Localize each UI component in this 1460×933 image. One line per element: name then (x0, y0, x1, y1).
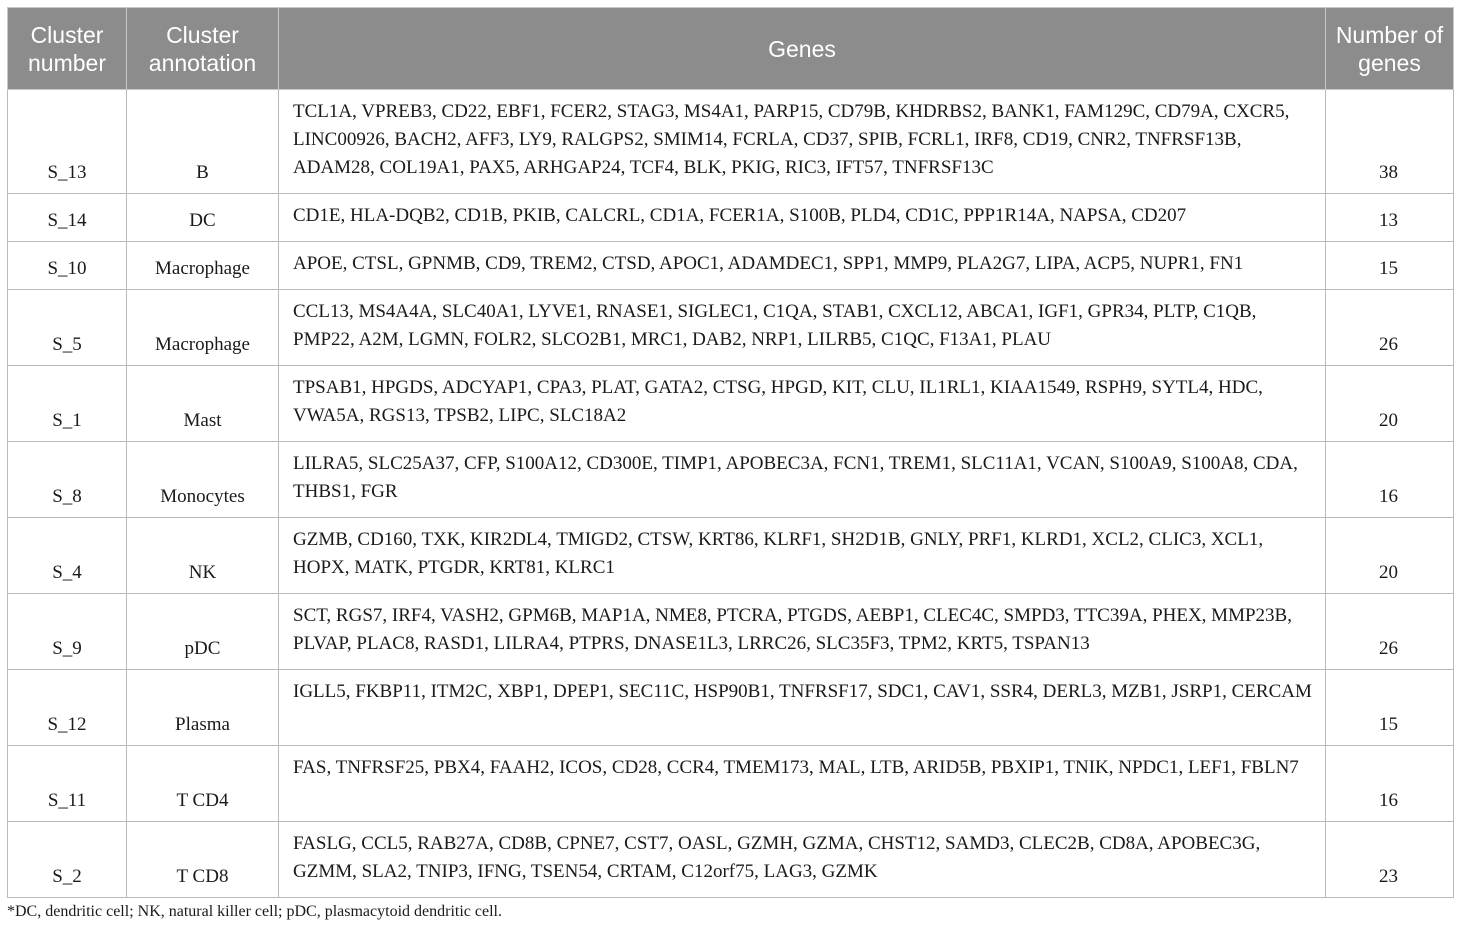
gene-count-cell: 15 (1326, 670, 1454, 746)
gene-count-cell: 23 (1326, 822, 1454, 898)
table-row (8, 90, 1454, 194)
cluster-annotation-cell: B (127, 90, 279, 194)
table-footnote: *DC, dendritic cell; NK, natural killer cell; pDC, plasmacytoid dendritic cell. (7, 903, 502, 920)
cluster-annotation-cell: DC (127, 194, 279, 242)
gene-count-cell: 38 (1326, 90, 1454, 194)
header-cluster-annotation: Cluster annotation (127, 8, 279, 90)
cluster-number-cell: S_14 (8, 194, 127, 242)
cluster-number-cell: S_4 (8, 518, 127, 594)
gene-count-cell: 26 (1326, 594, 1454, 670)
cluster-annotation-cell: Macrophage (127, 242, 279, 290)
gene-count-cell: 16 (1326, 442, 1454, 518)
genes-cell: APOE, CTSL, GPNMB, CD9, TREM2, CTSD, APOC1, ADAMDEC1, SPP1, MMP9, PLA2G7, LIPA, ACP5, NUPR1, FN1 (279, 242, 1326, 290)
table-header-row (8, 8, 1454, 90)
header-number-of-genes: Number of genes (1326, 8, 1454, 90)
table-row (8, 518, 1454, 594)
cluster-number-cell: S_10 (8, 242, 127, 290)
cluster-number-cell: S_2 (8, 822, 127, 898)
cluster-annotation-cell: NK (127, 518, 279, 594)
cluster-annotation-cell: T CD8 (127, 822, 279, 898)
gene-count-cell: 20 (1326, 518, 1454, 594)
genes-cell: TCL1A, VPREB3, CD22, EBF1, FCER2, STAG3, MS4A1, PARP15, CD79B, KHDRBS2, BANK1, FAM129C, CD79A, CXCR5, LINC00926, BACH2, AFF3, LY9, RALGPS2, SMIM14, FCRLA, CD37, SPIB, FCRL1, IRF8, CD19, CNR2, TNFRSF13B, ADAM28, COL19A1, PAX5, ARHGAP24, TCF4, BLK, PKIG, RIC3, IFT57, TNFRSF13C (279, 90, 1326, 194)
table-row (8, 594, 1454, 670)
header-genes: Genes (279, 8, 1326, 90)
genes-cell: LILRA5, SLC25A37, CFP, S100A12, CD300E, TIMP1, APOBEC3A, FCN1, TREM1, SLC11A1, VCAN, S100A9, S100A8, CDA, THBS1, FGR (279, 442, 1326, 518)
table-row (8, 822, 1454, 898)
gene-count-cell: 13 (1326, 194, 1454, 242)
table-row (8, 242, 1454, 290)
cluster-annotation-cell: Mast (127, 366, 279, 442)
genes-cell: IGLL5, FKBP11, ITM2C, XBP1, DPEP1, SEC11C, HSP90B1, TNFRSF17, SDC1, CAV1, SSR4, DERL3, MZB1, JSRP1, CERCAM (279, 670, 1326, 746)
gene-count-cell: 20 (1326, 366, 1454, 442)
table-row (8, 366, 1454, 442)
cluster-annotation-cell: Macrophage (127, 290, 279, 366)
cluster-number-cell: S_1 (8, 366, 127, 442)
cluster-number-cell: S_13 (8, 90, 127, 194)
genes-cell: FAS, TNFRSF25, PBX4, FAAH2, ICOS, CD28, CCR4, TMEM173, MAL, LTB, ARID5B, PBXIP1, TNIK, NPDC1, LEF1, FBLN7 (279, 746, 1326, 822)
genes-cell: TPSAB1, HPGDS, ADCYAP1, CPA3, PLAT, GATA2, CTSG, HPGD, KIT, CLU, IL1RL1, KIAA1549, RSPH9, SYTL4, HDC, VWA5A, RGS13, TPSB2, LIPC, SLC18A2 (279, 366, 1326, 442)
genes-cell: CCL13, MS4A4A, SLC40A1, LYVE1, RNASE1, SIGLEC1, C1QA, STAB1, CXCL12, ABCA1, IGF1, GPR34, PLTP, C1QB, PMP22, A2M, LGMN, FOLR2, SLCO2B1, MRC1, DAB2, NRP1, LILRB5, C1QC, F13A1, PLAU (279, 290, 1326, 366)
table-row (8, 290, 1454, 366)
table-row (8, 670, 1454, 746)
gene-count-cell: 26 (1326, 290, 1454, 366)
table-row (8, 442, 1454, 518)
gene-cluster-table (7, 7, 1454, 898)
gene-table-container (7, 7, 1453, 898)
genes-cell: FASLG, CCL5, RAB27A, CD8B, CPNE7, CST7, OASL, GZMH, GZMA, CHST12, SAMD3, CLEC2B, CD8A, APOBEC3G, GZMM, SLA2, TNIP3, IFNG, TSEN54, CRTAM, C12orf75, LAG3, GZMK (279, 822, 1326, 898)
genes-cell: GZMB, CD160, TXK, KIR2DL4, TMIGD2, CTSW, KRT86, KLRF1, SH2D1B, GNLY, PRF1, KLRD1, XCL2, CLIC3, XCL1, HOPX, MATK, PTGDR, KRT81, KLRC1 (279, 518, 1326, 594)
table-row (8, 746, 1454, 822)
cluster-number-cell: S_11 (8, 746, 127, 822)
cluster-number-cell: S_8 (8, 442, 127, 518)
cluster-number-cell: S_9 (8, 594, 127, 670)
gene-count-cell: 15 (1326, 242, 1454, 290)
genes-cell: CD1E, HLA-DQB2, CD1B, PKIB, CALCRL, CD1A, FCER1A, S100B, PLD4, CD1C, PPP1R14A, NAPSA, CD207 (279, 194, 1326, 242)
cluster-annotation-cell: Plasma (127, 670, 279, 746)
cluster-annotation-cell: pDC (127, 594, 279, 670)
cluster-annotation-cell: T CD4 (127, 746, 279, 822)
genes-cell: SCT, RGS7, IRF4, VASH2, GPM6B, MAP1A, NME8, PTCRA, PTGDS, AEBP1, CLEC4C, SMPD3, TTC39A, PHEX, MMP23B, PLVAP, PLAC8, RASD1, LILRA4, PTPRS, DNASE1L3, LRRC26, SLC35F3, TPM2, KRT5, TSPAN13 (279, 594, 1326, 670)
cluster-number-cell: S_5 (8, 290, 127, 366)
gene-count-cell: 16 (1326, 746, 1454, 822)
table-row (8, 194, 1454, 242)
cluster-number-cell: S_12 (8, 670, 127, 746)
header-cluster-number: Cluster number (8, 8, 127, 90)
cluster-annotation-cell: Monocytes (127, 442, 279, 518)
